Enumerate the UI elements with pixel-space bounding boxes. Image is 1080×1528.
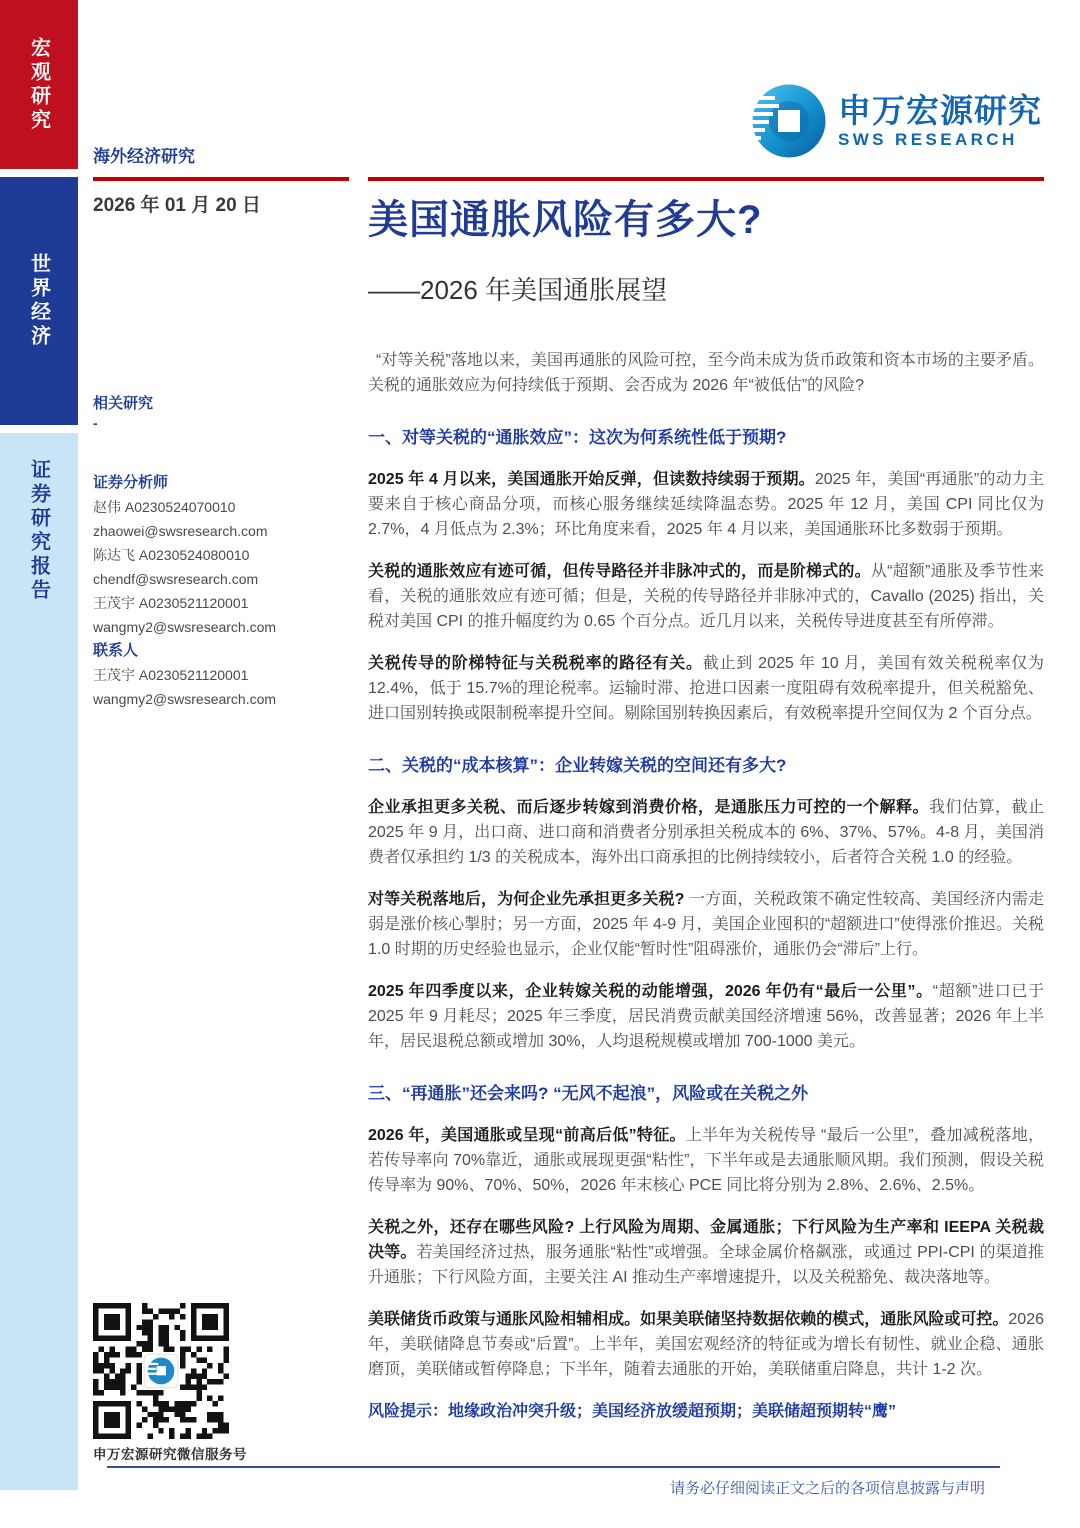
- left-red-divider: [93, 177, 349, 181]
- section-3-heading: 三、“再通胀”还会来吗? “无风不起浪”，风险或在关税之外: [368, 1084, 809, 1103]
- analyst-email: wangmy2@swsresearch.com: [93, 619, 277, 635]
- page-subtitle: ——2026 年美国通胀展望: [368, 275, 668, 305]
- brand-name-en: SWS RESEARCH: [838, 130, 1018, 149]
- section-2-heading: 二、关税的“成本核算”：企业转嫁关税的空间还有多大?: [368, 756, 787, 775]
- paragraph: 企业承担更多关税、而后逐步转嫁到消费价格，是通胀压力可控的一个解释。我们估算，截止 2025 年 9 月，出口商、进口商和消费者分别承担关税成本的 6%、37%、57%。4-8 月，美国消费者仅承担约 1/3 的关税成本，海外出口商承担的比例持续较小，后者符合关税 1.0 的经验。: [368, 799, 1044, 866]
- contact-title: 联系人: [93, 642, 139, 659]
- footer-disclaimer: 请务必仔细阅读正文之后的各项信息披露与声明: [669, 1480, 985, 1497]
- sidebar-tag-macro-research: [0, 0, 78, 169]
- related-research-title: 相关研究: [93, 395, 154, 412]
- paragraph: 2025 年四季度以来，企业转嫁关税的动能增强，2026 年仍有“最后一公里”。“超额”进口已于 2025 年 9 月耗尽；2025 年三季度，居民消费贡献美国经济增速 56%，改善显著；2026 年上半年，居民退税总额或增加 30%，人均退税规模或增加 700-1000 美元。: [368, 983, 1044, 1050]
- brand-header: [752, 84, 1042, 158]
- analyst-name-id: 赵伟 A0230524070010: [93, 499, 236, 515]
- paragraph: 关税之外，还存在哪些风险? 上行风险为周期、金属通胀；下行风险为生产率和 IEEPA 关税裁决等。若美国经济过热，服务通胀“粘性”或增强。全球金属价格飙涨，或通过 PPI-CPI 的渠道推升通胀；下行风险方面，主要关注 AI 推动生产率增速提升，以及关税豁免、裁决落地等。: [368, 1219, 1044, 1286]
- brand-name-cn: 申万宏源研究: [838, 92, 1042, 129]
- analysts-title: 证券分析师: [93, 474, 169, 491]
- paragraph: 美联储货币政策与通胀风险相辅相成。如果美联储坚持数据依赖的模式，通胀风险或可控。2026 年，美联储降息节奏或“后置”。上半年，美国宏观经济的特征或为增长有韧性、就业企稳、通胀磨顶，美联储或暂停降息；下半年，随着去通胀的开始，美联储重启降息，共计 1-2 次。: [368, 1311, 1044, 1378]
- qr-caption: 申万宏源研究微信服务号: [93, 1447, 247, 1462]
- sidebar-tag-securities-report: [0, 433, 78, 1490]
- analyst-name-id: 王茂宇 A0230521120001: [93, 595, 249, 611]
- paragraph: 2025 年 4 月以来，美国通胀开始反弹，但读数持续弱于预期。2025 年，美国“再通胀”的动力主要来自于核心商品分项，而核心服务继续延续降温态势。2025 年 12 月，美国 CPI 同比仅为 2.7%，4 月低点为 2.3%；环比角度来看，2025 年 4 月以来，美国通胀环比多数弱于预期。: [368, 471, 1044, 538]
- report-category: 海外经济研究: [93, 147, 195, 166]
- sidebar-tag-report-label: 证券研究报告: [27, 459, 50, 603]
- sidebar-tag-macro-label: 宏观研究: [27, 36, 50, 133]
- paragraph: 对等关税落地后，为何企业先承担更多关税? 一方面，关税政策不确定性较高、美国经济内需走弱是涨价核心掣肘；另一方面，2025 年 4-9 月，美国企业囤积的“超额进口”使得涨价推迟。关税 1.0 时期的历史经验也显示，企业仅能“暂时性”阻碍涨价，通胀仍会“滞后”上行。: [368, 891, 1044, 958]
- sws-logo-icon: [752, 84, 826, 158]
- analyst-name-id: 陈达飞 A0230524080010: [93, 547, 250, 563]
- brand-text: [838, 92, 1042, 150]
- section-1-heading: 一、对等关税的“通胀效应”：这次为何系统性低于预期?: [368, 428, 787, 447]
- left-info-column: [93, 0, 349, 1528]
- analysts-block: [93, 471, 276, 711]
- report-date: 2026 年 01 月 20 日: [93, 195, 261, 216]
- paragraph: 关税的通胀效应有迹可循，但传导路径并非脉冲式的，而是阶梯式的。从“超额”通胀及季节性来看，关税的通胀效应有迹可循；但是，关税的传导路径并非脉冲式的，Cavallo (2025) 指出，关税对美国 CPI 的推升幅度约为 0.65 个百分点。近几月以来，关税传导进度甚至有所停滞。: [368, 563, 1044, 630]
- report-body: [368, 181, 1044, 1424]
- related-research-block: [93, 392, 153, 433]
- paragraph: 关税传导的阶梯特征与关税税率的路径有关。截止到 2025 年 10 月，美国有效关税税率仅为 12.4%，低于 15.7%的理论税率。运输时滞、抢进口因素一度阻碍有效税率提升，但关税豁免、进口国别转换或限制税率提升空间。剔除国别转换因素后，有效税率提升空间仅为 2 个百分点。: [368, 655, 1044, 722]
- sidebar-tag-world-label: 世界经济: [27, 253, 50, 349]
- related-research-placeholder: -: [93, 415, 98, 431]
- contact-name-id: 王茂宇 A0230521120001: [93, 667, 249, 683]
- footer-divider: [107, 1466, 1000, 1468]
- risk-warning: 风险提示：地缘政治冲突升级；美国经济放缓超预期；美联储超预期转“鹰”: [368, 1403, 897, 1420]
- analyst-email: chendf@swsresearch.com: [93, 571, 259, 587]
- main-column: [368, 0, 1044, 1528]
- sidebar-tag-world-economy: [0, 177, 78, 425]
- wechat-qr-block: [93, 1303, 247, 1463]
- contact-email: wangmy2@swsresearch.com: [93, 691, 277, 707]
- paragraph: 2026 年，美国通胀或呈现“前高后低”特征。上半年为关税传导 “最后一公里”，叠加减税落地，若传导率向 70%靠近，通胀或展现更强“粘性”，下半年或是去通胀顺风期。我们预测，假设关税传导率为 90%、70%、50%，2026 年末核心 PCE 同比将分别为 2.8%、2.6%、2.5%。: [368, 1127, 1044, 1194]
- intro-paragraph: “对等关税”落地以来，美国再通胀的风险可控，至今尚未成为货币政策和资本市场的主要矛盾。关税的通胀效应为何持续低于预期、会否成为 2026 年“被低估”的风险?: [368, 352, 1044, 394]
- page-title: 美国通胀风险有多大?: [368, 198, 763, 242]
- analyst-email: zhaowei@swsresearch.com: [93, 523, 268, 539]
- qr-code-icon: [93, 1303, 229, 1439]
